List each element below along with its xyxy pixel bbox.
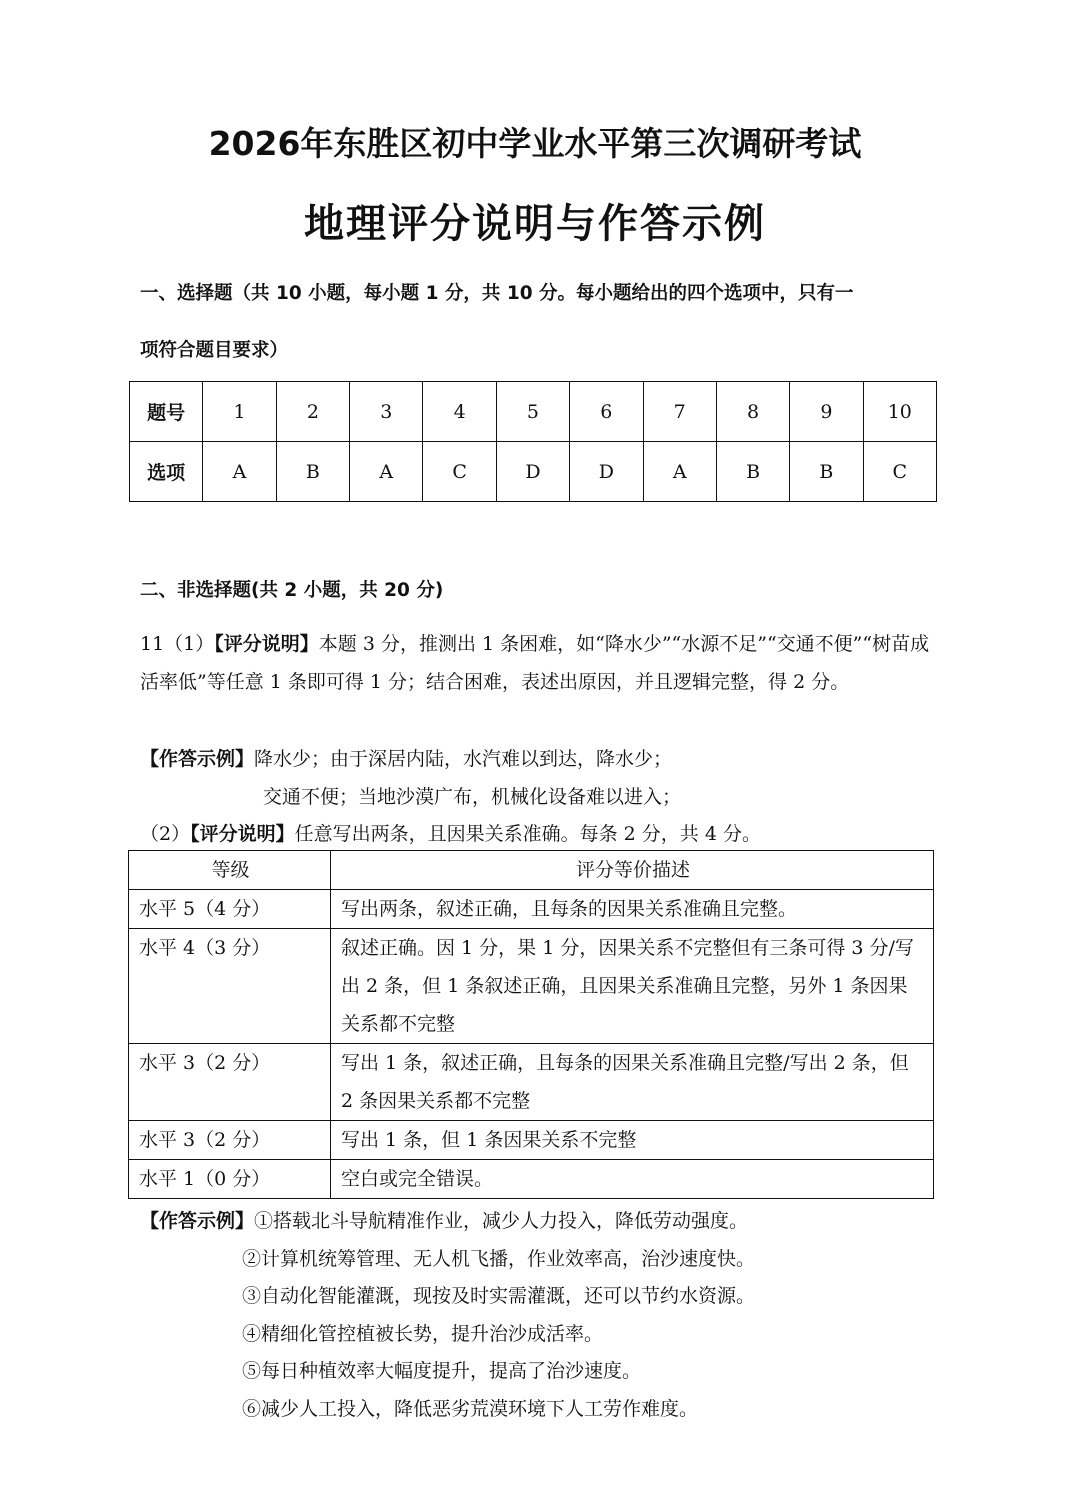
question-number: 10	[863, 382, 936, 442]
level-cell: 水平 5（4 分）	[129, 890, 331, 929]
table-row	[129, 1044, 934, 1121]
section1-heading-cont: 项符合题目要求）	[140, 340, 289, 361]
question-number: 2	[276, 382, 349, 442]
description-cell: 空白或完全错误。	[331, 1160, 934, 1199]
example-tag: 【作答示例】	[140, 1210, 255, 1232]
question-number-row	[130, 382, 937, 442]
example-line: 降水少；由于深居内陆，水汽难以到达，降水少；	[254, 748, 673, 770]
table-header-row	[129, 851, 934, 890]
section2-heading: 二、非选择题(共 2 小题，共 20 分)	[140, 580, 444, 601]
answer-key-table	[129, 381, 937, 502]
question-number: 8	[716, 382, 789, 442]
section1-heading: 一、选择题（共 10 小题，每小题 1 分，共 10 分。每小题给出的四个选项中，只有一	[140, 283, 854, 304]
column-header: 评分等价描述	[331, 851, 934, 890]
row-label: 选项	[130, 442, 203, 502]
scoring-tag: 【评分说明】	[214, 633, 319, 655]
q11-part2-example	[140, 1202, 940, 1240]
question-number: 4	[423, 382, 496, 442]
scoring-levels-table	[128, 850, 934, 1199]
question-number: 9	[790, 382, 863, 442]
q11-part1-scoring	[140, 625, 940, 701]
example-tag: 【作答示例】	[140, 748, 255, 770]
example-item: ②计算机统筹管理、无人机飞播，作业效率高，治沙速度快。	[242, 1248, 756, 1270]
answer-cell: C	[423, 442, 496, 502]
exam-title: 2026年东胜区初中学业水平第三次调研考试	[208, 124, 862, 163]
document-title: 地理评分说明与作答示例	[304, 201, 766, 247]
scoring-tag: 【评分说明】	[190, 823, 295, 845]
q11-part2-scoring	[140, 815, 940, 853]
level-cell: 水平 3（2 分）	[129, 1121, 331, 1160]
answer-row	[130, 442, 937, 502]
answer-cell: A	[350, 442, 423, 502]
level-cell: 水平 3（2 分）	[129, 1044, 331, 1121]
example-item: ④精细化管控植被长势，提升治沙成活率。	[242, 1323, 604, 1345]
row-label: 题号	[130, 382, 203, 442]
question-number: 1	[203, 382, 276, 442]
example-item: ①搭载北斗导航精准作业，减少人力投入，降低劳动强度。	[254, 1210, 749, 1232]
question-prefix: 11（1）	[140, 633, 215, 655]
description-cell: 叙述正确。因 1 分，果 1 分，因果关系不完整但有三条可得 3 分/写出 2 条，但 1 条叙述正确，且因果关系准确且完整，另外 1 条因果关系都不完整	[331, 929, 934, 1044]
scoring-text: 任意写出两条，且因果关系准确。每条 2 分，共 4 分。	[294, 823, 761, 845]
table-row	[129, 890, 934, 929]
table-row	[129, 929, 934, 1044]
question-prefix: （2）	[140, 823, 191, 845]
question-number: 6	[570, 382, 643, 442]
example-item: ③自动化智能灌溉，现按及时实需灌溉，还可以节约水资源。	[242, 1285, 756, 1307]
answer-cell: B	[276, 442, 349, 502]
level-cell: 水平 1（0 分）	[129, 1160, 331, 1199]
example-item: ⑥减少人工投入，降低恶劣荒漠环境下人工劳作难度。	[242, 1398, 699, 1420]
answer-cell: B	[790, 442, 863, 502]
question-number: 5	[496, 382, 569, 442]
answer-cell: B	[716, 442, 789, 502]
answer-cell: A	[203, 442, 276, 502]
column-header: 等级	[129, 851, 331, 890]
description-cell: 写出 1 条，但 1 条因果关系不完整	[331, 1121, 934, 1160]
table-row	[129, 1121, 934, 1160]
answer-cell: D	[496, 442, 569, 502]
scoring-text: 本题 3 分，推测出 1 条困难，如“降水少”“水源不足”“交通不便”“树苗成活率低”等任意 1 条即可得 1 分；结合困难，表述出原因，并且逻辑完整，得 2 分。	[140, 633, 930, 693]
example-line: 交通不便；当地沙漠广布，机械化设备难以进入；	[263, 786, 682, 808]
answer-cell: D	[570, 442, 643, 502]
answer-cell: A	[643, 442, 716, 502]
q11-part1-example	[140, 740, 940, 778]
answer-cell: C	[863, 442, 936, 502]
level-cell: 水平 4（3 分）	[129, 929, 331, 1044]
description-cell: 写出 1 条，叙述正确，且每条的因果关系准确且完整/写出 2 条，但 2 条因果关系都不完整	[331, 1044, 934, 1121]
question-number: 3	[350, 382, 423, 442]
description-cell: 写出两条，叙述正确，且每条的因果关系准确且完整。	[331, 890, 934, 929]
question-number: 7	[643, 382, 716, 442]
table-row	[129, 1160, 934, 1199]
example-item: ⑤每日种植效率大幅度提升，提高了治沙速度。	[242, 1360, 642, 1382]
